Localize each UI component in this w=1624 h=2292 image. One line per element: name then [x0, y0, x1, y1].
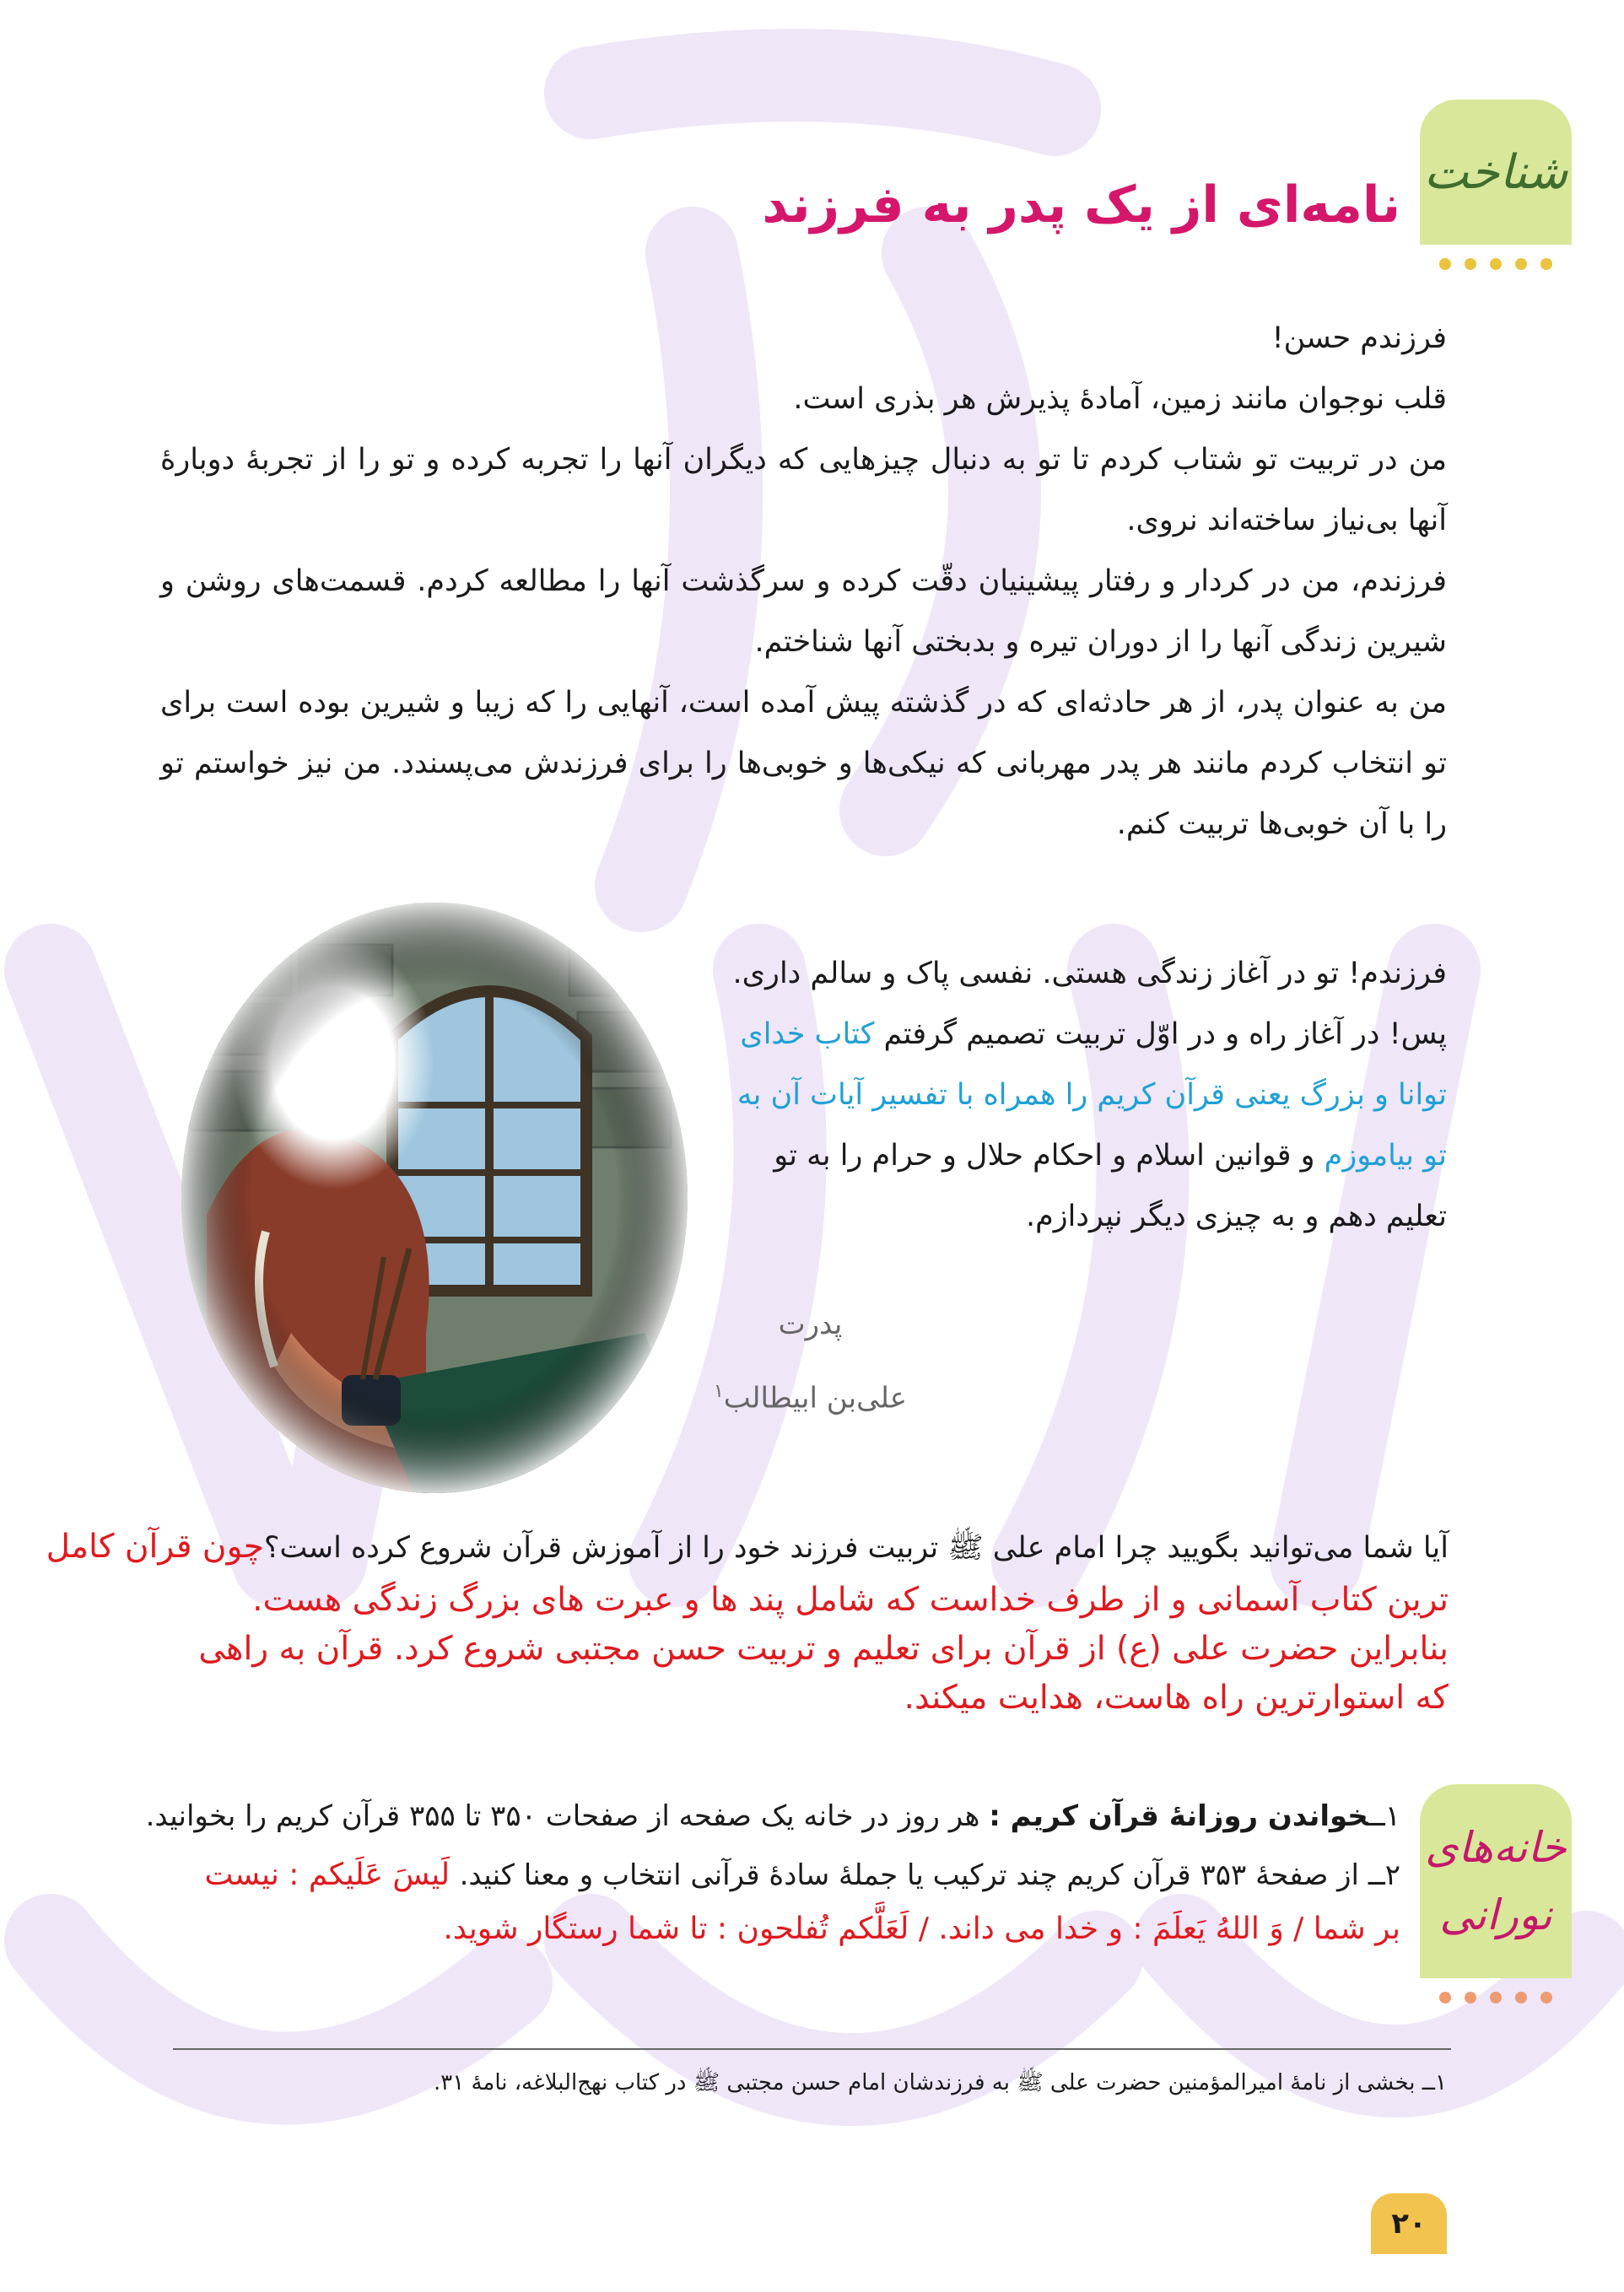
answer-line: ترین کتاب آسمانی و از طرف خداست که شامل پند ها و عبرت های بزرگ زندگی هست. [252, 1581, 1449, 1619]
badge-dots [1420, 1992, 1572, 2003]
badge-line: نورانی [1439, 1890, 1552, 1939]
activities-badge [1420, 1784, 1572, 2003]
page-title: نامه‌ای از یک پدر به فرزند [762, 175, 1400, 235]
footnote-ref: ۱ [713, 1381, 724, 1402]
item-number: ۲ــ [1368, 1858, 1400, 1892]
dot [1540, 1992, 1552, 2003]
letter-paragraph: فرزندم، من در کردار و رفتار پیشینیان دقّت کرده و سرگذشت آنها را مطالعه کردم. قسمت‌های روشن و شیرین زندگی آنها را از دوران تیره و بدبختی آنها شناختم. [160, 564, 1447, 659]
answer-start: چون قرآن کامل [46, 1528, 264, 1566]
letter-body [160, 308, 1447, 855]
question-block [14, 1523, 1449, 1572]
text-run: پس! در آغاز راه و در اوّل تربیت تصمیم گرفتم [874, 1017, 1447, 1051]
answer-line: بنابراین حضرت علی (ع) از قرآن برای تعلیم و تربیت حسن مجتبی شروع کرد. قرآن به راهی [198, 1630, 1449, 1668]
dot [1515, 258, 1527, 270]
activity-item [17, 1787, 1400, 1846]
dot [1439, 1992, 1451, 2003]
item-text: از صفحهٔ ۳۵۳ قرآن کریم چند ترکیب یا جملهٔ سادهٔ قرآنی انتخاب و معنا کنید. [459, 1858, 1368, 1892]
dot [1490, 1992, 1502, 2003]
signature-role: پدرت [778, 1308, 843, 1341]
dot [1465, 258, 1476, 270]
text-run: و قوانین اسلام و احکام حلال و حرام را به تو تعلیم دهم و به چیزی دیگر نپردازم. [774, 1139, 1447, 1233]
badge-dots [1420, 258, 1572, 270]
activities-badge-label [1420, 1784, 1572, 1978]
item-heading: خواندن روزانهٔ قرآن کریم : [989, 1799, 1368, 1833]
scholar-illustration [173, 894, 696, 1502]
letter-paragraph-highlighted [713, 1004, 1447, 1247]
item-text: هر روز در خانه یک صفحه از صفحات ۳۵۰ تا ۳۵۵ قرآن کریم را بخوانید. [145, 1799, 990, 1833]
dot [1439, 258, 1451, 270]
letter-paragraph: من به عنوان پدر، از هر حادثه‌ای که در گذشته پیش آمده است، آنهایی را که زیبا و شیرین بوده است برای تو انتخاب کردم مانند هر پدر مهربانی که نیکی‌ها و خوبی‌ها را برای فرزندش می‌پسندد. من نیز خواستم تو را با آن خوبی‌ها تربیت کنم. [160, 686, 1447, 841]
section-badge-label: شناخت [1420, 100, 1572, 245]
signature-name: علی‌بن ابیطالب [723, 1381, 907, 1416]
letter-paragraph: فرزندم! تو در آغاز زندگی هستی. نفسی پاک و سالم داری. [732, 957, 1447, 990]
footnote-divider [173, 2048, 1451, 2050]
dot [1465, 1992, 1476, 2003]
section-badge [1420, 100, 1572, 270]
item-number: ۱ــ [1368, 1799, 1400, 1833]
answer-line: که استوارترین راه هاست، هدایت میکند. [904, 1679, 1449, 1717]
letter-greeting: فرزندم حسن! [1271, 321, 1447, 355]
page-number: ۲۰ [1371, 2193, 1447, 2254]
item-answer-continued: بر شما / وَ اللهُ یَعلَمَ : و خدا می داند. / لَعَلَّکم تُفلحون : تا شما رستگار شوید. [443, 1912, 1400, 1946]
letter-paragraph: من در تربیت تو شتاب کردم تا تو به دنبال چیزهایی که دیگران آنها را تجربه کرده و تو را از تجربهٔ دوبارهٔ آنها بی‌نیاز ساخته‌اند نروی. [160, 443, 1447, 537]
letter-closing [713, 943, 1447, 1247]
dot [1515, 1992, 1527, 2003]
activities-list [17, 1787, 1400, 1954]
footnote: ۱ــ بخشی از نامهٔ امیرالمؤمنین حضرت علی ﷺ به فرزندشان امام حسن مجتبی ﷺ در کتاب نهج‌البلاغه، نامهٔ ۳۱. [434, 2070, 1447, 2095]
letter-paragraph: قلب نوجوان مانند زمین، آمادهٔ پذیرش هر بذری است. [793, 382, 1447, 416]
dot [1540, 258, 1552, 270]
item-answer: لَیسَ عَلَیکم : نیست [204, 1858, 460, 1892]
question-prompt: آیا شما می‌توانید بگویید چرا امام علی ﷺ تربیت فرزند خود را از آموزش قرآن شروع کرده است؟ [263, 1531, 1449, 1565]
highlighted-phrase: کتاب خدای توانا و بزرگ یعنی قرآن کریم را همراه با تفسیر آیات آن به تو بیاموزم [736, 1017, 1447, 1173]
badge-line: خانه‌های [1425, 1823, 1567, 1872]
question-line [14, 1523, 1449, 1572]
activity-item [17, 1846, 1400, 1905]
dot [1490, 258, 1502, 270]
signature-name-row [714, 1358, 907, 1432]
answer-block [14, 1576, 1449, 1723]
signature [714, 1291, 907, 1432]
